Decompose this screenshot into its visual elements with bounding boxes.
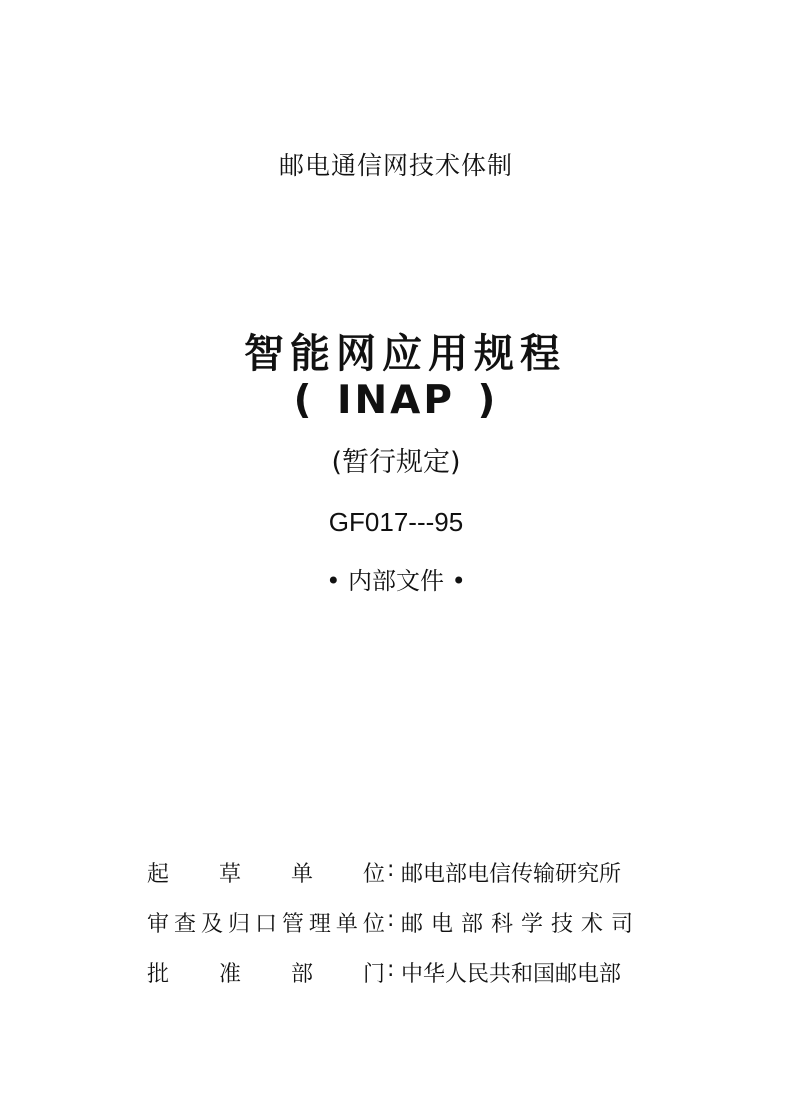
- label-char: 起: [147, 862, 170, 887]
- label-char: 门: [362, 962, 385, 987]
- document-abbreviation: ( INAP ): [293, 378, 499, 423]
- classification-label: • 内部文件 •: [326, 567, 466, 595]
- label-char: 位: [362, 862, 385, 887]
- label-char: 查: [173, 912, 196, 937]
- info-row-approval-department: [147, 957, 667, 989]
- info-colon: :: [387, 907, 395, 932]
- label-char: 准: [218, 962, 241, 987]
- info-value: 中华人民共和国邮电部: [401, 962, 622, 987]
- series-heading: 邮电通信网技术体制: [278, 151, 513, 180]
- label-char: 管: [281, 912, 304, 937]
- info-label: [147, 857, 385, 888]
- document-code: GF017---95: [328, 507, 464, 537]
- info-colon: :: [387, 857, 395, 882]
- label-char: 及: [200, 912, 223, 937]
- info-row-review-unit: [147, 907, 667, 939]
- info-label: [147, 957, 385, 988]
- label-char: 部: [290, 962, 313, 987]
- label-char: 单: [335, 912, 358, 937]
- label-char: 位: [362, 912, 385, 937]
- label-char: 归: [227, 912, 250, 937]
- document-title: 智能网应用规程: [244, 331, 566, 377]
- info-value: 邮电部科学技术司: [401, 912, 642, 937]
- info-row-drafting-unit: [147, 857, 667, 889]
- document-status: (暂行规定): [331, 447, 461, 478]
- label-char: 批: [147, 962, 170, 987]
- info-colon: :: [387, 957, 395, 982]
- label-char: 口: [254, 912, 277, 937]
- info-value: 邮电部电信传输研究所: [401, 862, 622, 887]
- info-label: [147, 907, 385, 938]
- label-char: 审: [147, 912, 170, 937]
- label-char: 理: [308, 912, 331, 937]
- label-char: 单: [290, 862, 313, 887]
- label-char: 草: [218, 862, 241, 887]
